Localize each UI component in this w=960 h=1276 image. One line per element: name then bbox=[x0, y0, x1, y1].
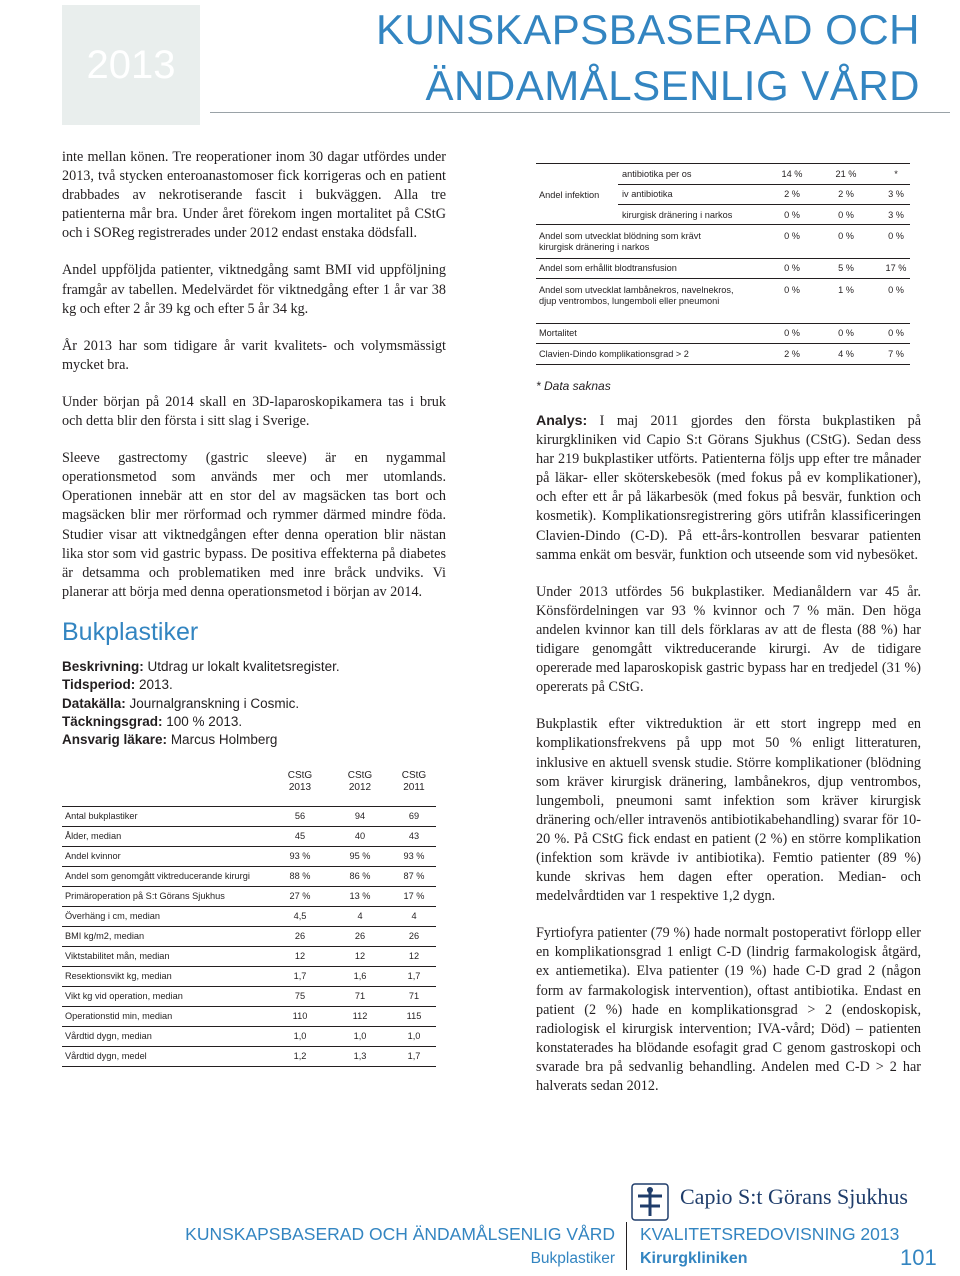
table-cell: 1,0 bbox=[353, 1031, 367, 1041]
table-row bbox=[62, 886, 436, 906]
column-header-line: 2012 bbox=[348, 782, 372, 793]
column-header bbox=[280, 770, 320, 794]
table-row bbox=[62, 846, 436, 866]
footer-report-name: KVALITETSREDOVISNING 2013 bbox=[640, 1224, 900, 1244]
paragraph: inte mellan könen. Tre reoperationer inom 30 dagar utfördes under 2013, två stycken enteroanastomoser fick korrigeras och en patient drabbades av nekrotiserande fascit i bukväggen. Alla tre patienterna mår bra. Under året förekom ingen mortalitet på CStG och i SOReg registrerades under 2012 endast enstaka dödsfall. bbox=[62, 149, 446, 242]
table-cell: 1,7 bbox=[407, 1051, 421, 1061]
analysis-text: I maj 2011 gjordes den första bukplastiken på kirurgkliniken vid Capio S:t Görans Sjukhus (CStG). Sedan dess har 219 bukplastiker utförts. Patienterna följs upp efter tre månader på läkar- eller sköterskebesök (med fokus på ev komplikationer), och efter ett år på läkarbesök (med fokus på besvär, funktion och kosmetik). Komplikationsregistrering görs utifrån klassificeringen Clavien-Dindo (C-D). På ett-års-kontrollen besvarar patienten samma enkät om besvär, funktion och utseende som vid nybesöket. bbox=[536, 413, 921, 563]
row-label: Primäroperation på S:t Görans Sjukhus bbox=[65, 891, 225, 901]
table-cell: 2 % bbox=[784, 349, 800, 359]
table-cell: 0 % bbox=[888, 285, 904, 295]
paragraph: Under början på 2014 skall en 3D-laparoskopikamera tas i bruk och detta blir den första i sitt slag i Sverige. bbox=[62, 393, 446, 430]
group-label: Andel infektion bbox=[539, 190, 600, 200]
table-cell: 14 % bbox=[781, 169, 803, 179]
table-cell: * bbox=[894, 169, 898, 179]
meta-label: Täckningsgrad: bbox=[62, 713, 163, 729]
row-label: kirurgisk dränering i narkos bbox=[622, 210, 733, 220]
row-label: Viktstabilitet mån, median bbox=[65, 951, 170, 961]
table-cell: 56 bbox=[294, 811, 306, 821]
row-label: Överhäng i cm, median bbox=[65, 911, 160, 921]
table-cell: 13 % bbox=[349, 891, 371, 901]
table-cell: 0 % bbox=[888, 231, 904, 241]
table-cell: 93 % bbox=[403, 851, 425, 861]
row-label: Andel som erhållit blodtransfusion bbox=[539, 263, 677, 273]
paragraph: Andel uppföljda patienter, viktnedgång samt BMI vid uppföljning framgår av tabellen. Medelvärdet för viktnedgång efter 1 år var 38 kg och efter 2 år 39 kg och efter 5 år 34 kg. bbox=[62, 262, 446, 317]
table-cell: 0 % bbox=[784, 231, 800, 241]
table-row bbox=[618, 204, 910, 225]
table-cell: 7 % bbox=[888, 349, 904, 359]
row-label: Antal bukplastiker bbox=[65, 811, 138, 821]
right-column-text bbox=[536, 412, 921, 1114]
analysis-label: Analys: bbox=[536, 413, 588, 429]
column-header-line: 2013 bbox=[288, 782, 312, 793]
table-cell: 0 % bbox=[888, 328, 904, 338]
table-cell: 1,7 bbox=[407, 971, 421, 981]
results-table bbox=[62, 770, 436, 1067]
table-row bbox=[62, 826, 436, 846]
meta-label: Tidsperiod: bbox=[62, 677, 136, 693]
analysis-paragraph bbox=[536, 412, 921, 565]
column-header-line: CStG bbox=[401, 770, 427, 781]
table-cell: 94 bbox=[354, 811, 366, 821]
section-title: Bukplastiker bbox=[62, 618, 199, 646]
year-badge: 2013 bbox=[62, 5, 200, 125]
page-title bbox=[230, 2, 920, 114]
table-row bbox=[62, 946, 436, 966]
table-cell: 26 bbox=[294, 931, 306, 941]
table-header bbox=[62, 770, 436, 798]
column-header-line: CStG bbox=[347, 770, 373, 781]
footer-clinic-name: Kirurgkliniken bbox=[640, 1250, 748, 1267]
table-cell: 17 % bbox=[885, 263, 907, 273]
meta-label: Beskrivning: bbox=[62, 659, 144, 674]
table-cell: 12 bbox=[408, 951, 420, 961]
table-cell: 26 bbox=[408, 931, 420, 941]
table-cell: 0 % bbox=[784, 210, 800, 220]
table-cell: 75 bbox=[294, 991, 306, 1001]
table-cell: 1,6 bbox=[353, 971, 367, 981]
row-label: Andel som genomgått viktreducerande kirurgi bbox=[65, 871, 250, 881]
table-cell: 0 % bbox=[784, 285, 800, 295]
meta-description bbox=[62, 658, 452, 676]
table-cell: 3 % bbox=[888, 210, 904, 220]
page-title-line-1: KUNSKAPSBASERAD OCH bbox=[376, 6, 920, 53]
row-label: Vikt kg vid operation, median bbox=[65, 991, 183, 1001]
table-cell: 12 bbox=[294, 951, 306, 961]
meta-value: Marcus Holmberg bbox=[167, 732, 278, 748]
complications-table bbox=[536, 163, 910, 365]
row-label: Vårdtid dygn, medel bbox=[65, 1051, 147, 1061]
table-row bbox=[536, 224, 910, 258]
table-cell: 40 bbox=[354, 831, 366, 841]
table-cell: 71 bbox=[354, 991, 366, 1001]
meta-period bbox=[62, 676, 452, 694]
footer-section-name: Bukplastiker bbox=[530, 1250, 615, 1267]
paragraph: Fyrtiofyra patienter (79 %) hade normalt postoperativt förlopp eller en komplikationsgrad 1 enligt C-D (lindrig farmakologisk åtgärd, ex antiemetika). Elva patienter (19 %) hade C-D grad 2 (någon form av farmakologisk intervention), oftast antibiotika. Endast en patient (2 %) hade en komplikationsgrad > 2 (endoskopisk, radiologisk el kirurgisk intervention; IVA-vård; Död) – patienten konstaterades ha blödande esofagit grad C genom gastroskopi och svarade bra på sedvanlig behandling. Andelen med C-D > 2 har halverats sedan 2012. bbox=[536, 925, 921, 1094]
row-label: iv antibiotika bbox=[622, 189, 673, 199]
table-cell: 0 % bbox=[838, 328, 854, 338]
table-row bbox=[62, 926, 436, 946]
table-row bbox=[536, 278, 910, 323]
table-cell: 45 bbox=[294, 831, 306, 841]
row-label: Vårdtid dygn, median bbox=[65, 1031, 152, 1041]
table-cell: 1,7 bbox=[293, 971, 307, 981]
table-cell: 115 bbox=[406, 1011, 422, 1021]
row-label: antibiotika per os bbox=[622, 169, 692, 179]
paragraph: Bukplastik efter viktreduktion är ett stort ingrepp med en komplikationsfrekvens på upp mot 50 % enligt litteraturen, inklusive en aktuell svensk studie. Större komplikationer (blödning som kräver kirurgisk dränering, lambånekros, djup ventrombos, lungemboli, pneumoni samt infektion som kräver kirurgisk dränering och/eller intravenös antibiotikabehandling) svarar för 10-20 %. På CStG fick endast en patient (2 %) en större komplikation (infektion som krävde iv antibiotika). Femtio patienter (89 %) kunde skrivas hem dagen efter operation. Median- och medelvårdtiden var 1 respektive 1,2 dygn. bbox=[536, 716, 921, 905]
logo-text: Capio S:t Görans Sjukhus bbox=[680, 1184, 908, 1209]
section-meta bbox=[62, 658, 452, 749]
table-cell: 1,0 bbox=[407, 1031, 421, 1041]
table-row bbox=[62, 1046, 436, 1067]
meta-source bbox=[62, 695, 452, 713]
header-rule bbox=[210, 112, 950, 113]
page-title-line-2: ÄNDAMÅLSENLIG VÅRD bbox=[425, 62, 920, 109]
table-row bbox=[618, 184, 910, 204]
table-cell: 12 bbox=[354, 951, 366, 961]
table-cell: 71 bbox=[408, 991, 420, 1001]
table-cell: 86 % bbox=[349, 871, 371, 881]
table-cell: 3 % bbox=[888, 189, 904, 199]
table-cell: 93 % bbox=[289, 851, 311, 861]
table-cell: 0 % bbox=[838, 210, 854, 220]
table-row bbox=[618, 164, 910, 183]
table-cell: 4 bbox=[411, 911, 417, 921]
row-label: Mortalitet bbox=[539, 328, 577, 338]
row-label: Resektionsvikt kg, median bbox=[65, 971, 172, 981]
table-cell: 0 % bbox=[838, 231, 854, 241]
table-cell: 1,3 bbox=[353, 1051, 367, 1061]
table-row bbox=[536, 323, 910, 343]
table-cell: 110 bbox=[292, 1011, 308, 1021]
table-cell: 1 % bbox=[838, 285, 854, 295]
table-cell: 1,2 bbox=[293, 1051, 307, 1061]
table-cell: 4,5 bbox=[293, 911, 307, 921]
table-cell: 0 % bbox=[784, 328, 800, 338]
table-cell: 87 % bbox=[403, 871, 425, 881]
table-cell: 21 % bbox=[835, 169, 857, 179]
row-label: BMI kg/m2, median bbox=[65, 931, 145, 941]
table-row bbox=[62, 806, 436, 826]
meta-responsible bbox=[62, 731, 452, 749]
table-cell: 5 % bbox=[838, 263, 854, 273]
meta-value: Utdrag ur lokalt kvalitetsregister. bbox=[143, 659, 340, 674]
left-column-text bbox=[62, 148, 446, 620]
table-row bbox=[536, 343, 910, 365]
column-header-line: CStG bbox=[287, 770, 313, 781]
table-row bbox=[62, 986, 436, 1006]
table-body bbox=[62, 806, 436, 1067]
footer-divider bbox=[626, 1222, 627, 1270]
row-label: Clavien-Dindo komplikationsgrad > 2 bbox=[539, 349, 689, 359]
table-cell: 0 % bbox=[784, 263, 800, 273]
table-cell: 69 bbox=[408, 811, 420, 821]
table-cell: 88 % bbox=[289, 871, 311, 881]
table-cell: 26 bbox=[354, 931, 366, 941]
table-cell: 2 % bbox=[838, 189, 854, 199]
table-footnote: * Data saknas bbox=[536, 379, 611, 393]
meta-coverage bbox=[62, 713, 452, 731]
row-label: Andel som utvecklat blödning som krävt kirurgisk dränering i narkos bbox=[539, 231, 701, 252]
table-row bbox=[62, 866, 436, 886]
table-row bbox=[62, 906, 436, 926]
column-header bbox=[394, 770, 434, 794]
table-row bbox=[62, 1026, 436, 1046]
meta-value: 100 % 2013. bbox=[162, 713, 243, 729]
column-header bbox=[340, 770, 380, 794]
page-number: 101 bbox=[900, 1245, 937, 1270]
table-cell: 43 bbox=[408, 831, 420, 841]
table-row bbox=[62, 1006, 436, 1026]
row-label: Andel som utvecklat lambånekros, navelnekros, djup ventrombos, lungemboli eller pneumoni bbox=[539, 285, 734, 306]
table-cell: 4 bbox=[357, 911, 363, 921]
row-label: Andel kvinnor bbox=[65, 851, 121, 861]
table-cell: 95 % bbox=[349, 851, 371, 861]
table-cell: 2 % bbox=[784, 189, 800, 199]
table-row bbox=[62, 966, 436, 986]
table-cell: 4 % bbox=[838, 349, 854, 359]
table-row-group bbox=[536, 163, 910, 224]
paragraph: Under 2013 utfördes 56 bukplastiker. Medianåldern var 45 år. Könsfördelningen var 93 % kvinnor och 7 % män. Den höga andelen kvinnor kan till dels förklaras av att de flesta (88 %) har tidigare genomgått viktreducerande kirurgi. Av de tidigare opererade med laparoskopisk gastric bypass har en tredjedel (31 %) opererats på CStG. bbox=[536, 583, 921, 696]
meta-label: Datakälla: bbox=[62, 695, 126, 711]
paragraph: Sleeve gastrectomy (gastric sleeve) är en nygammal operationsmetod som används mer och mer utomlands. Operationen innebär att en stor del av magsäcken tas bort och magsäcken blir mer rörformad och rymmer därmed mindre föda. Studier visar att viktnedgången efter denna operation blir nästan lika stor som vid gastric bypass. De positiva effekterna på diabetes är detsamma och problematiken med inre bråck undviks. Vi planerar att börja med denna operationsmetod i början av 2014. bbox=[62, 450, 446, 600]
paragraph: År 2013 har som tidigare år varit kvalitets- och volymsmässigt mycket bra. bbox=[62, 337, 446, 373]
table-row bbox=[536, 258, 910, 278]
footer-report-title: KUNSKAPSBASERAD OCH ÄNDAMÅLSENLIG VÅRD bbox=[185, 1224, 615, 1244]
group-rows bbox=[618, 164, 910, 224]
row-label: Ålder, median bbox=[65, 831, 122, 841]
meta-label: Ansvarig läkare: bbox=[62, 732, 168, 748]
table-cell: 17 % bbox=[403, 891, 425, 901]
table-cell: 112 bbox=[352, 1011, 368, 1021]
row-label: Operationstid min, median bbox=[65, 1011, 173, 1021]
meta-value: 2013. bbox=[135, 677, 173, 693]
table-cell: 27 % bbox=[289, 891, 311, 901]
meta-value: Journalgranskning i Cosmic. bbox=[125, 695, 300, 711]
column-header-line: 2011 bbox=[403, 782, 425, 793]
table-cell: 1,0 bbox=[293, 1031, 307, 1041]
hospital-logo bbox=[630, 1178, 920, 1222]
